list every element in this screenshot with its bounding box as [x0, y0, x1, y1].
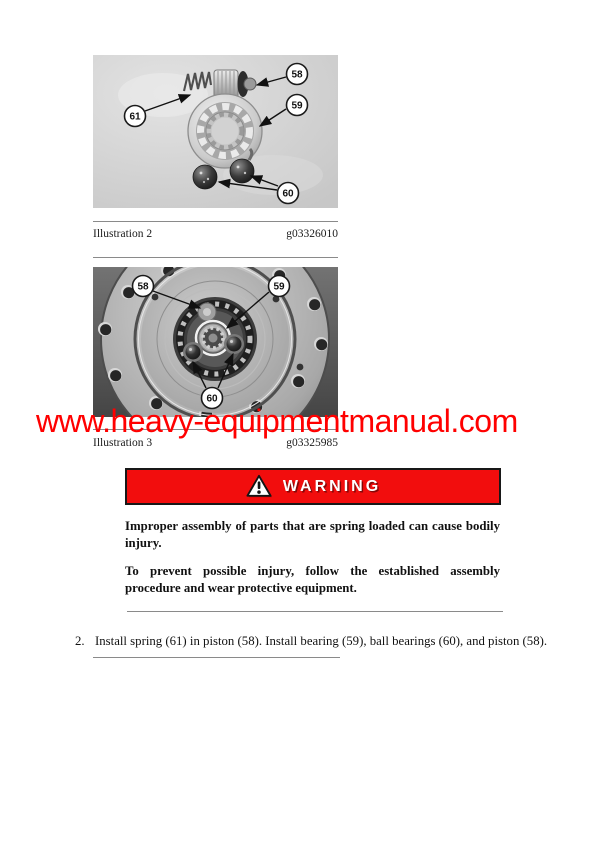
illustration-2-photo	[93, 55, 338, 208]
svg-text:60: 60	[282, 188, 294, 200]
warning-title: WARNING	[282, 477, 382, 495]
illustration-3-photo	[93, 267, 338, 417]
svg-text:59: 59	[273, 281, 285, 293]
warning-paragraph-1: Improper assembly of parts that are spring loaded can cause bodily injury.	[125, 519, 500, 550]
warning-triangle-icon	[245, 474, 273, 499]
illustration-2-caption	[93, 228, 338, 240]
illustration-3-caption	[93, 437, 338, 449]
divider	[93, 657, 340, 658]
divider	[93, 221, 338, 222]
step-2	[75, 634, 547, 649]
warning-paragraph-2: To prevent possible injury, follow the established assembly procedure and wear protective equipment.	[125, 563, 500, 595]
illustration-3-code: g03325985	[286, 437, 338, 449]
divider	[127, 611, 503, 612]
step-text: Install spring (61) in piston (58). Install bearing (59), ball bearings (60), and piston (58).	[95, 634, 548, 648]
illustration-3-label: Illustration 3	[93, 437, 153, 449]
illustration-2-label: Illustration 2	[93, 228, 153, 240]
warning-text	[125, 518, 500, 608]
piston-installed	[198, 303, 216, 321]
watermark: www.heavy-equipmentmanual.com	[36, 403, 518, 439]
svg-text:58: 58	[137, 281, 149, 293]
svg-text:60: 60	[206, 393, 218, 405]
svg-text:58: 58	[291, 69, 303, 81]
warning-banner	[125, 468, 501, 505]
step-number: 2.	[75, 634, 85, 648]
svg-text:59: 59	[291, 100, 303, 112]
svg-text:61: 61	[129, 111, 141, 123]
divider	[93, 257, 338, 258]
illustration-2-code: g03326010	[286, 228, 338, 240]
divider	[93, 429, 338, 430]
